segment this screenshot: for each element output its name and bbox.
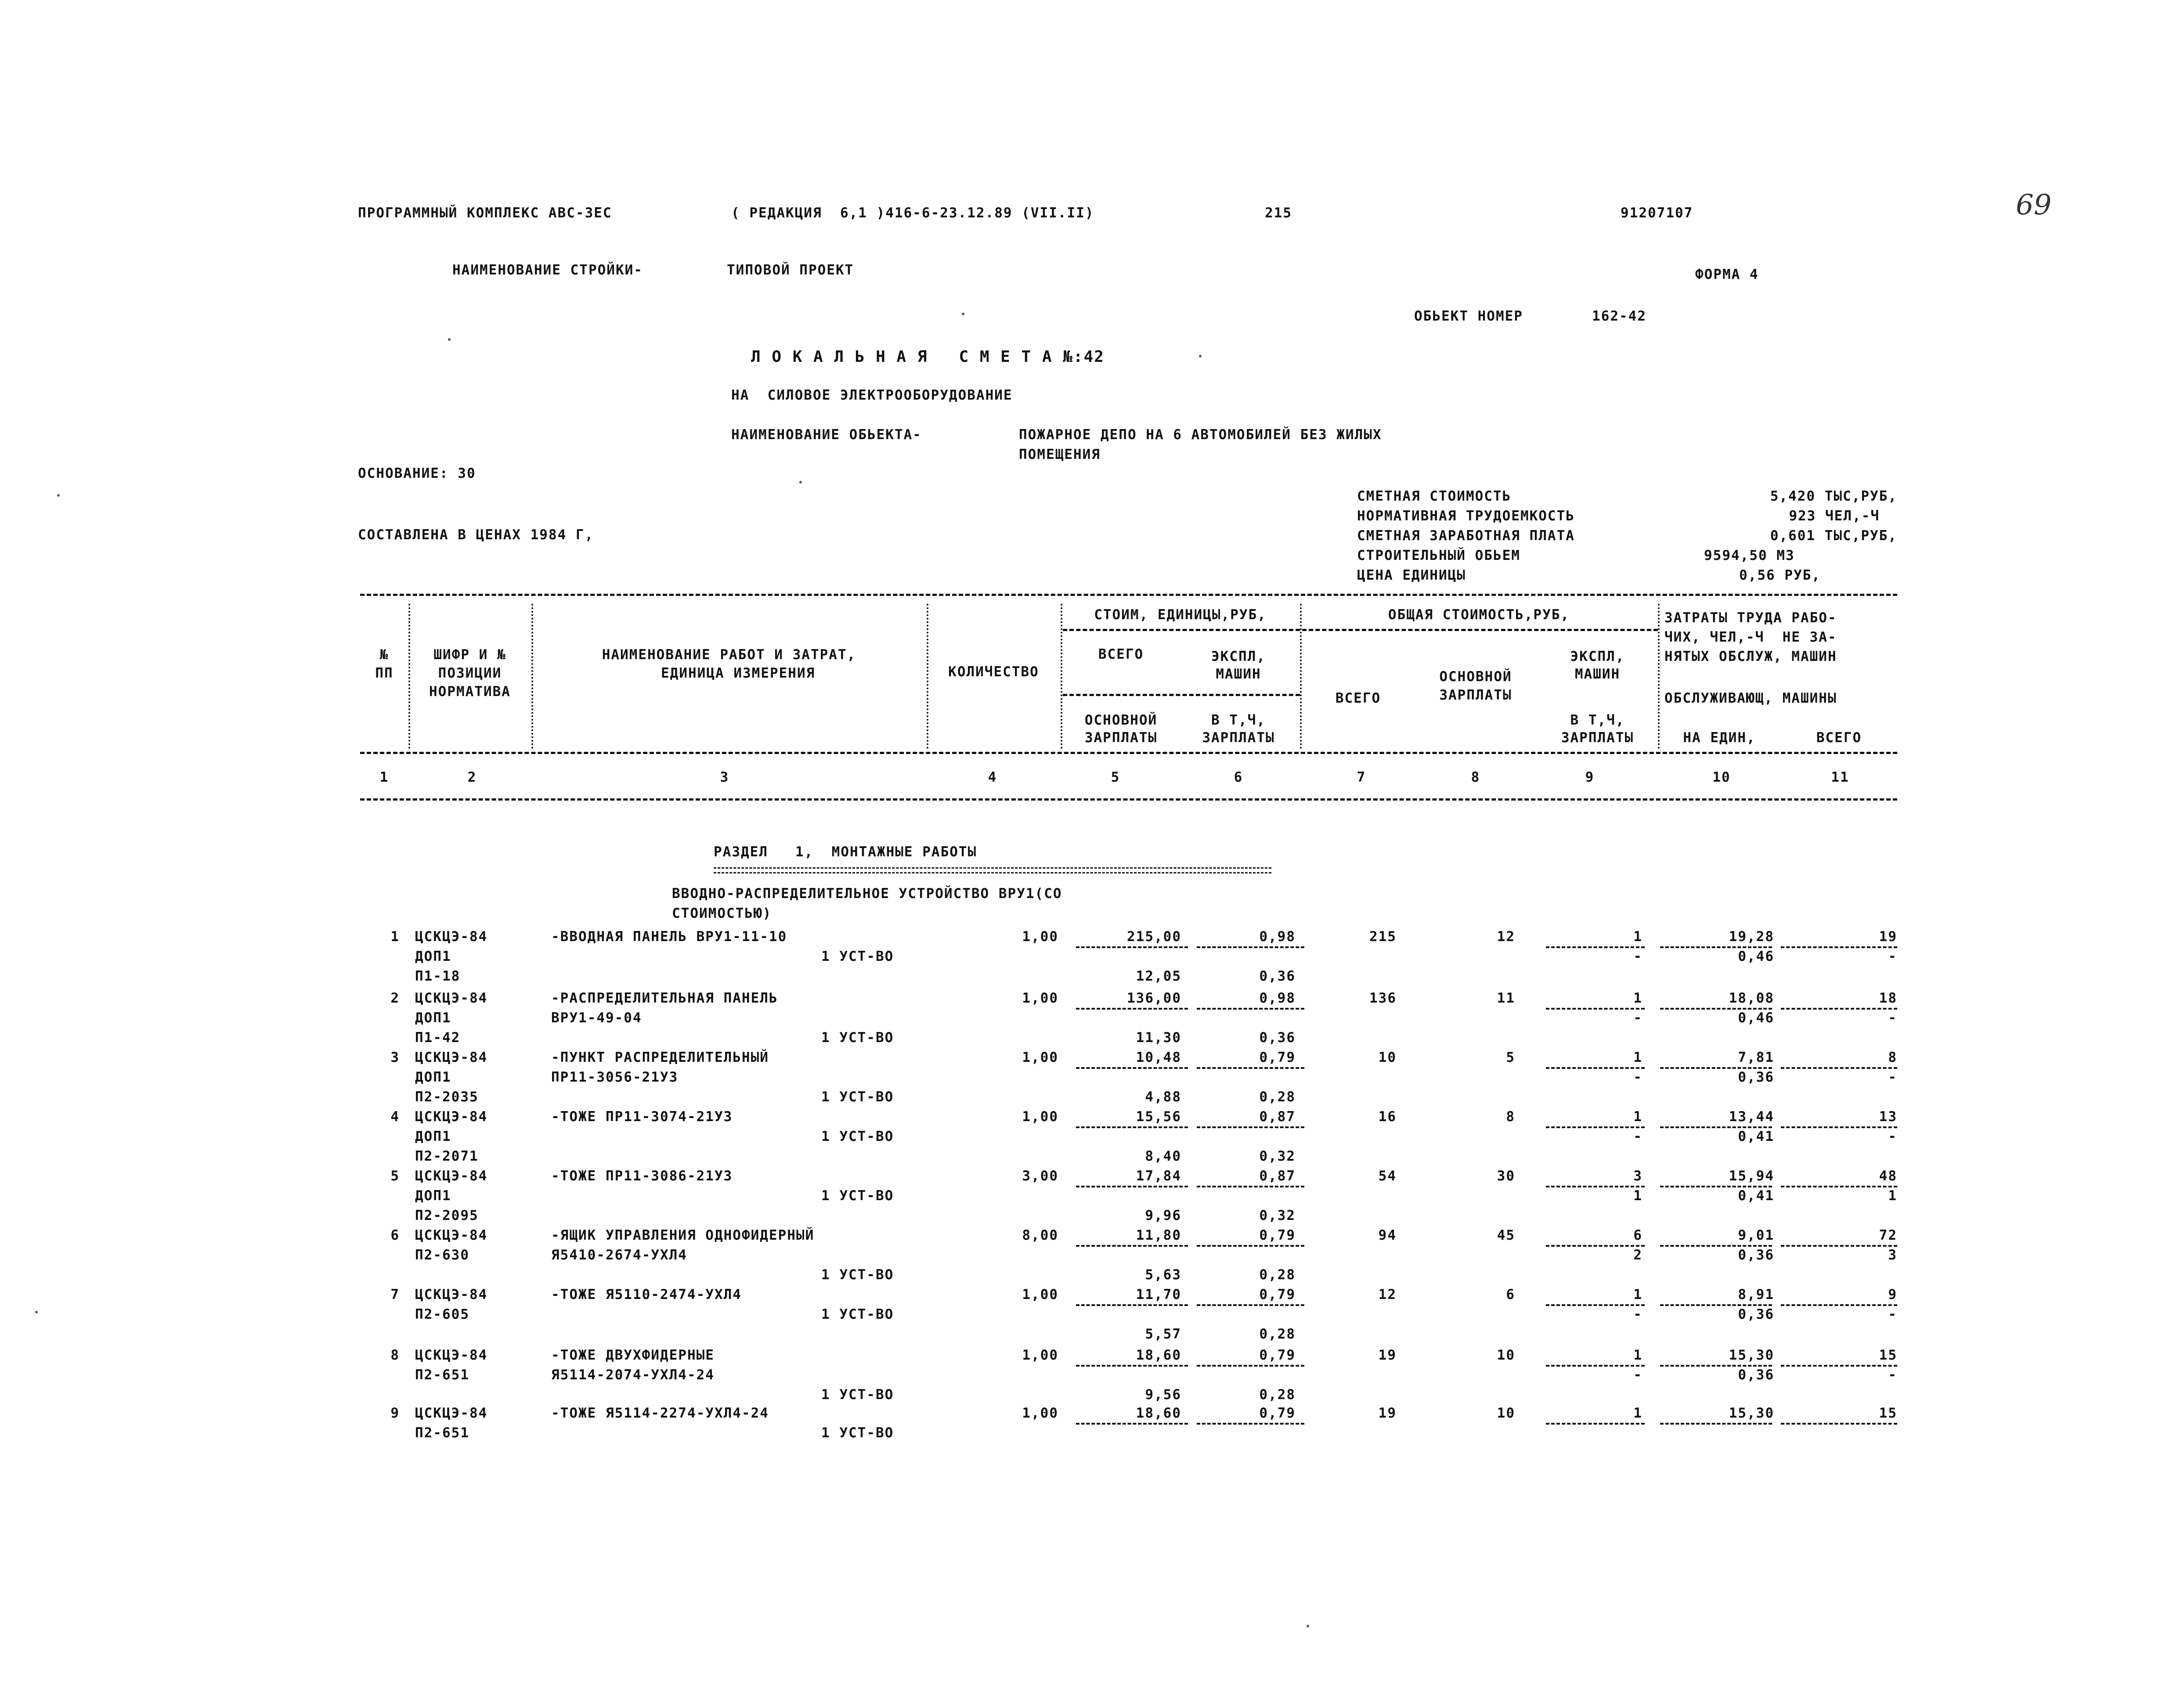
column-separator <box>1300 604 1302 749</box>
item-name: ВРУ1-49-04 <box>551 1010 642 1026</box>
item-code: П2-2035 <box>415 1089 479 1105</box>
table-row <box>0 1347 2184 1403</box>
labor-service-total: - <box>1888 1129 1897 1144</box>
total-machine: 1 <box>1633 1050 1643 1065</box>
unit-cost-total: 11,70 <box>1136 1287 1181 1303</box>
labor-total: 8 <box>1888 1050 1897 1065</box>
labor-per-unit: 7,81 <box>1738 1050 1774 1065</box>
object-name-label: НАИМЕНОВАНИЕ ОБЬЕКТА- <box>731 427 922 443</box>
item-code: П2-630 <box>415 1247 469 1263</box>
labor-service-total: - <box>1888 949 1897 964</box>
item-number: 6 <box>390 1227 400 1243</box>
group-title-line2: СТОИМОСТЬЮ) <box>672 906 772 921</box>
item-name: ПР11-3056-21У3 <box>551 1069 679 1085</box>
total-machine-wage: - <box>1633 1367 1643 1383</box>
item-quantity: 1,00 <box>1022 1347 1058 1363</box>
item-code: ЦСКЦЭ-84 <box>415 990 488 1006</box>
item-code: ЦСКЦЭ-84 <box>415 1168 488 1184</box>
column-number: 10 <box>1712 769 1731 785</box>
estimate-subtitle: НА СИЛОВОЕ ЭЛЕКТРООБОРУДОВАНИЕ <box>731 387 1013 403</box>
header-unit-incl-wage: В Т,Ч, ЗАРПЛАТЫ <box>1202 712 1275 746</box>
labor-total: 72 <box>1879 1227 1897 1243</box>
item-code: П1-42 <box>415 1030 461 1046</box>
separator-line <box>1660 1245 1772 1247</box>
unit-machine-wage: 0,36 <box>1259 1030 1296 1046</box>
unit-cost-total: 18,60 <box>1136 1347 1181 1363</box>
item-name: -РАСПРЕДЕЛИТЕЛЬНАЯ ПАНЕЛЬ <box>551 990 778 1006</box>
item-code: П2-2071 <box>415 1148 479 1164</box>
column-separator <box>1658 604 1660 749</box>
separator-line <box>1781 1245 1897 1247</box>
item-name: -ЯЩИК УПРАВЛЕНИЯ ОДНОФИДЕРНЫЙ <box>551 1227 815 1243</box>
summary-label: СМЕТНАЯ СТОИМОСТЬ <box>1357 488 1512 504</box>
labor-service-per-unit: 0,36 <box>1738 1247 1774 1263</box>
labor-total: 48 <box>1879 1168 1897 1184</box>
total-base-wage: 30 <box>1497 1168 1515 1184</box>
labor-per-unit: 15,30 <box>1729 1405 1774 1421</box>
total-machine: 1 <box>1633 1347 1643 1363</box>
separator-line <box>1546 1186 1645 1187</box>
total-machine: 1 <box>1633 1109 1643 1125</box>
unit-base-wage: 5,63 <box>1145 1267 1181 1283</box>
separator-line <box>1781 1008 1897 1010</box>
item-number: 7 <box>390 1287 400 1303</box>
item-number: 5 <box>390 1168 400 1184</box>
separator-line <box>1197 1423 1304 1425</box>
total-machine-wage: 2 <box>1633 1247 1643 1263</box>
construction-name-value: ТИПОВОЙ ПРОЕКТ <box>727 262 854 278</box>
column-number: 1 <box>379 769 389 785</box>
unit-base-wage: 4,88 <box>1145 1089 1181 1105</box>
item-quantity: 1,00 <box>1022 1050 1058 1065</box>
unit-machine-wage: 0,32 <box>1259 1148 1296 1164</box>
separator-line <box>1660 1067 1772 1069</box>
total-base-wage: 10 <box>1497 1405 1515 1421</box>
separator-line <box>1546 1067 1645 1069</box>
total-cost: 215 <box>1369 929 1397 945</box>
unit-cost-machine: 0,79 <box>1259 1050 1296 1065</box>
separator-line <box>1781 1186 1897 1187</box>
labor-service-total: 3 <box>1888 1247 1897 1263</box>
item-unit: 1 УСТ-ВО <box>821 1089 894 1105</box>
section-title: РАЗДЕЛ 1, МОНТАЖНЫЕ РАБОТЫ <box>714 844 977 860</box>
separator-line <box>1076 946 1188 948</box>
labor-total: 13 <box>1879 1109 1897 1125</box>
object-name-line1: ПОЖАРНОЕ ДЕПО НА 6 АВТОМОБИЛЕЙ БЕЗ ЖИЛЫХ <box>1019 427 1382 443</box>
column-number: 4 <box>988 769 997 785</box>
summary-label: СТРОИТЕЛЬНЫЙ ОБЬЕМ <box>1357 548 1520 563</box>
column-number: 5 <box>1111 769 1120 785</box>
item-code: ЦСКЦЭ-84 <box>415 929 488 945</box>
separator-line <box>1197 1365 1304 1367</box>
total-machine-wage: - <box>1633 1306 1643 1322</box>
unit-cost-total: 15,56 <box>1136 1109 1181 1125</box>
unit-cost-total: 17,84 <box>1136 1168 1181 1184</box>
total-cost: 19 <box>1378 1405 1397 1421</box>
total-machine-wage: 1 <box>1633 1188 1643 1204</box>
summary-value: 0,601 ТЫС,РУБ, <box>1770 528 1897 544</box>
separator-line <box>1076 1126 1188 1128</box>
object-number-label: ОБЬЕКТ НОМЕР <box>1414 308 1523 324</box>
unit-cost-machine: 0,98 <box>1259 990 1296 1006</box>
labor-total: 9 <box>1888 1287 1897 1303</box>
rule <box>1302 629 1658 631</box>
unit-machine-wage: 0,28 <box>1259 1326 1296 1342</box>
separator-line <box>1076 1245 1188 1247</box>
labor-per-unit: 13,44 <box>1729 1109 1774 1125</box>
header-unit-cost: СТОИМ, ЕДИНИЦЫ,РУБ, <box>1094 607 1267 623</box>
item-number: 9 <box>390 1405 400 1421</box>
column-number: 11 <box>1831 769 1849 785</box>
unit-machine-wage: 0,28 <box>1259 1089 1296 1105</box>
total-machine: 1 <box>1633 990 1643 1006</box>
item-quantity: 1,00 <box>1022 1405 1058 1421</box>
item-name: -ТОЖЕ ПР11-3086-21У3 <box>551 1168 733 1184</box>
unit-cost-machine: 0,87 <box>1259 1168 1296 1184</box>
column-separator <box>1061 604 1062 749</box>
header-unit-total: ВСЕГО <box>1098 646 1144 662</box>
table-row <box>0 990 2184 1046</box>
scan-speck <box>962 313 964 315</box>
rule <box>1063 629 1300 631</box>
item-quantity: 1,00 <box>1022 1109 1058 1125</box>
unit-machine-wage: 0,32 <box>1259 1208 1296 1223</box>
total-machine-wage: - <box>1633 1129 1643 1144</box>
total-cost: 12 <box>1378 1287 1397 1303</box>
item-unit: 1 УСТ-ВО <box>821 1188 894 1204</box>
separator-line <box>1197 1126 1304 1128</box>
handwritten-sheet-number: 69 <box>2016 189 2052 221</box>
edition-info: ( РЕДАКЦИЯ 6,1 )416-6-23.12.89 (VII.II) <box>731 205 1094 221</box>
header-work-name: НАИМЕНОВАНИЕ РАБОТ И ЗАТРАТ, ЕДИНИЦА ИЗМЕРЕНИЯ <box>602 647 856 681</box>
separator-line <box>1197 1186 1304 1187</box>
column-number: 8 <box>1471 769 1480 785</box>
item-unit: 1 УСТ-ВО <box>821 1387 894 1403</box>
separator-line <box>1076 1423 1188 1425</box>
separator-line <box>1076 1008 1188 1010</box>
labor-service-per-unit: 0,36 <box>1738 1306 1774 1322</box>
item-name: -ТОЖЕ ДВУХФИДЕРНЫЕ <box>551 1347 715 1363</box>
scan-speck <box>448 338 451 341</box>
item-unit: 1 УСТ-ВО <box>821 1267 894 1283</box>
item-code: ДОП1 <box>415 1069 451 1085</box>
separator-line <box>1546 1245 1645 1247</box>
rule <box>360 752 1897 754</box>
object-number-value: 162-42 <box>1592 308 1646 324</box>
separator-line <box>1197 1304 1304 1306</box>
item-unit: 1 УСТ-ВО <box>821 1306 894 1322</box>
group-title-line1: ВВОДНО-РАСПРЕДЕЛИТЕЛЬНОЕ УСТРОЙСТВО ВРУ1(СО <box>672 886 1062 902</box>
header-total-base-wage: ОСНОВНОЙ ЗАРПЛАТЫ <box>1439 669 1512 703</box>
unit-base-wage: 8,40 <box>1145 1148 1181 1164</box>
item-number: 1 <box>390 929 400 945</box>
separator-line <box>1660 1186 1772 1187</box>
separator-line <box>1197 1008 1304 1010</box>
scan-speck <box>57 494 60 497</box>
item-quantity: 1,00 <box>1022 1287 1058 1303</box>
separator-line <box>1781 1365 1897 1367</box>
unit-cost-machine: 0,79 <box>1259 1347 1296 1363</box>
page-number: 215 <box>1265 205 1292 221</box>
unit-base-wage: 5,57 <box>1145 1326 1181 1342</box>
item-code: П2-651 <box>415 1367 469 1383</box>
document-code: 91207107 <box>1621 205 1693 221</box>
separator-line <box>1546 1423 1645 1425</box>
labor-service-total: 1 <box>1888 1188 1897 1204</box>
item-code: ЦСКЦЭ-84 <box>415 1347 488 1363</box>
labor-total: 18 <box>1879 990 1897 1006</box>
labor-total: 15 <box>1879 1405 1897 1421</box>
total-base-wage: 5 <box>1506 1050 1515 1065</box>
separator-line <box>1197 946 1304 948</box>
labor-service-per-unit: 0,36 <box>1738 1069 1774 1085</box>
item-number: 4 <box>390 1109 400 1125</box>
separator-line <box>1076 1186 1188 1187</box>
item-code: ЦСКЦЭ-84 <box>415 1227 488 1243</box>
construction-name-label: НАИМЕНОВАНИЕ СТРОЙКИ- <box>452 262 643 278</box>
header-unit-expl: ЭКСПЛ, МАШИН <box>1211 649 1266 682</box>
total-cost: 94 <box>1378 1227 1397 1243</box>
item-code: П1-18 <box>415 968 461 984</box>
item-quantity: 3,00 <box>1022 1168 1058 1184</box>
separator-line <box>1197 1067 1304 1069</box>
header-num: № ПП <box>375 647 393 681</box>
item-code: П2-651 <box>415 1425 469 1441</box>
summary-label: ЦЕНА ЕДИНИЦЫ <box>1357 567 1466 583</box>
object-name-line2: ПОМЕЩЕНИЯ <box>1019 447 1101 462</box>
separator-line <box>1197 1245 1304 1247</box>
separator-line <box>1781 1126 1897 1128</box>
header-labor: ЗАТРАТЫ ТРУДА РАБО- ЧИХ, ЧЕЛ,-Ч НЕ ЗА- НЯТЫХ ОБСЛУЖ, МАШИН <box>1664 610 1837 664</box>
scan-speck <box>1199 355 1202 357</box>
item-name: -ВВОДНАЯ ПАНЕЛЬ ВРУ1-11-10 <box>551 929 787 945</box>
item-name: -ТОЖЕ Я5110-2474-УХЛ4 <box>551 1287 742 1303</box>
header-unit-base-wage: ОСНОВНОЙ ЗАРПЛАТЫ <box>1084 712 1158 746</box>
item-quantity: 8,00 <box>1022 1227 1058 1243</box>
item-code: ДОП1 <box>415 1010 451 1026</box>
header-quantity: КОЛИЧЕСТВО <box>948 664 1039 680</box>
labor-per-unit: 9,01 <box>1738 1227 1774 1243</box>
separator-line <box>1660 946 1772 948</box>
total-base-wage: 12 <box>1497 929 1515 945</box>
separator-line <box>1076 1304 1188 1306</box>
header-labor-total: ВСЕГО <box>1816 730 1862 746</box>
scan-speck <box>1307 1625 1309 1627</box>
item-unit: 1 УСТ-ВО <box>821 949 894 964</box>
item-name: -ТОЖЕ ПР11-3074-21У3 <box>551 1109 733 1125</box>
item-unit: 1 УСТ-ВО <box>821 1425 894 1441</box>
total-base-wage: 10 <box>1497 1347 1515 1363</box>
unit-cost-total: 10,48 <box>1136 1050 1181 1065</box>
total-cost: 10 <box>1378 1050 1397 1065</box>
summary-value: 9594,50 М3 <box>1704 548 1795 563</box>
separator-line <box>1660 1423 1772 1425</box>
unit-base-wage: 11,30 <box>1136 1030 1181 1046</box>
labor-service-per-unit: 0,46 <box>1738 1010 1774 1026</box>
header-labor-per-unit: НА ЕДИН, <box>1683 730 1756 746</box>
column-number: 2 <box>467 769 477 785</box>
total-cost: 19 <box>1378 1347 1397 1363</box>
separator-line <box>1546 1304 1645 1306</box>
separator-line <box>1546 1008 1645 1010</box>
total-base-wage: 45 <box>1497 1227 1515 1243</box>
estimate-title: Л О К А Л Ь Н А Я С М Е Т А №:42 <box>751 348 1105 366</box>
separator-line <box>1076 1365 1188 1367</box>
item-code: П2-605 <box>415 1306 469 1322</box>
labor-total: 15 <box>1879 1347 1897 1363</box>
header-total-expl: ЭКСПЛ, МАШИН <box>1570 649 1625 682</box>
total-machine: 1 <box>1633 1405 1643 1421</box>
summary-value: 5,420 ТЫС,РУБ, <box>1770 488 1897 504</box>
column-number: 9 <box>1585 769 1595 785</box>
separator-line <box>1660 1304 1772 1306</box>
unit-cost-machine: 0,79 <box>1259 1287 1296 1303</box>
header-labor-service: ОБСЛУЖИВАЮЩ, МАШИНЫ <box>1664 690 1837 706</box>
unit-machine-wage: 0,28 <box>1259 1267 1296 1283</box>
table-row <box>0 1287 2184 1342</box>
item-code: ДОП1 <box>415 1188 451 1204</box>
item-name: -ПУНКТ РАСПРЕДЕЛИТЕЛЬНЫЙ <box>551 1050 769 1065</box>
labor-per-unit: 8,91 <box>1738 1287 1774 1303</box>
summary-label: НОРМАТИВНАЯ ТРУДОЕМКОСТЬ <box>1357 508 1575 524</box>
labor-per-unit: 18,08 <box>1729 990 1774 1006</box>
item-number: 2 <box>390 990 400 1006</box>
total-machine: 1 <box>1633 1287 1643 1303</box>
item-name: -ТОЖЕ Я5114-2274-УХЛ4-24 <box>551 1405 769 1421</box>
labor-service-per-unit: 0,36 <box>1738 1367 1774 1383</box>
item-quantity: 1,00 <box>1022 990 1058 1006</box>
labor-per-unit: 15,94 <box>1729 1168 1774 1184</box>
total-base-wage: 8 <box>1506 1109 1515 1125</box>
unit-cost-machine: 0,87 <box>1259 1109 1296 1125</box>
rule <box>1063 694 1300 696</box>
item-code: П2-2095 <box>415 1208 479 1223</box>
labor-service-total: - <box>1888 1306 1897 1322</box>
labor-per-unit: 19,28 <box>1729 929 1774 945</box>
item-code: ДОП1 <box>415 1129 451 1144</box>
price-level-text: СОСТАВЛЕНА В ЦЕНАХ 1984 Г, <box>358 527 594 543</box>
header-code: ШИФР И № ПОЗИЦИИ НОРМАТИВА <box>429 647 511 700</box>
total-machine-wage: - <box>1633 949 1643 964</box>
unit-cost-machine: 0,79 <box>1259 1227 1296 1243</box>
separator-line <box>1660 1126 1772 1128</box>
header-total-incl-wage: В Т,Ч, ЗАРПЛАТЫ <box>1561 712 1634 746</box>
separator-line <box>1781 946 1897 948</box>
table-row <box>0 929 2184 984</box>
item-unit: 1 УСТ-ВО <box>821 1129 894 1144</box>
table-row <box>0 1109 2184 1164</box>
summary-label: СМЕТНАЯ ЗАРАБОТНАЯ ПЛАТА <box>1357 528 1575 544</box>
unit-cost-total: 136,00 <box>1127 990 1181 1006</box>
separator-line <box>1546 946 1645 948</box>
section-underline <box>714 867 1271 873</box>
total-cost: 136 <box>1369 990 1397 1006</box>
separator-line <box>1076 1067 1188 1069</box>
column-number: 3 <box>720 769 729 785</box>
table-row <box>0 1050 2184 1105</box>
total-machine: 6 <box>1633 1227 1643 1243</box>
unit-base-wage: 9,56 <box>1145 1387 1181 1403</box>
header-total-all: ВСЕГО <box>1335 690 1381 706</box>
item-number: 3 <box>390 1050 400 1065</box>
rule <box>360 594 1897 596</box>
scan-speck <box>35 1311 38 1313</box>
item-code: ЦСКЦЭ-84 <box>415 1287 488 1303</box>
unit-base-wage: 9,96 <box>1145 1208 1181 1223</box>
table-row <box>0 1168 2184 1223</box>
total-machine: 3 <box>1633 1168 1643 1184</box>
total-machine-wage: - <box>1633 1069 1643 1085</box>
total-base-wage: 11 <box>1497 990 1515 1006</box>
item-quantity: 1,00 <box>1022 929 1058 945</box>
total-machine: 1 <box>1633 929 1643 945</box>
unit-machine-wage: 0,36 <box>1259 968 1296 984</box>
labor-service-per-unit: 0,46 <box>1738 949 1774 964</box>
column-number: 7 <box>1357 769 1366 785</box>
total-base-wage: 6 <box>1506 1287 1515 1303</box>
separator-line <box>1660 1365 1772 1367</box>
separator-line <box>1781 1423 1897 1425</box>
item-code: ЦСКЦЭ-84 <box>415 1050 488 1065</box>
unit-machine-wage: 0,28 <box>1259 1387 1296 1403</box>
item-number: 8 <box>390 1347 400 1363</box>
total-cost: 54 <box>1378 1168 1397 1184</box>
item-code: ЦСКЦЭ-84 <box>415 1109 488 1125</box>
separator-line <box>1781 1304 1897 1306</box>
unit-base-wage: 12,05 <box>1136 968 1181 984</box>
rule <box>360 798 1897 801</box>
unit-cost-machine: 0,98 <box>1259 929 1296 945</box>
separator-line <box>1660 1008 1772 1010</box>
unit-cost-total: 215,00 <box>1127 929 1181 945</box>
labor-service-per-unit: 0,41 <box>1738 1129 1774 1144</box>
labor-service-total: - <box>1888 1069 1897 1085</box>
total-cost: 16 <box>1378 1109 1397 1125</box>
table-row <box>0 1405 2184 1441</box>
item-code: ДОП1 <box>415 949 451 964</box>
separator-line <box>1546 1365 1645 1367</box>
basis-text: ОСНОВАНИЕ: 30 <box>358 465 476 481</box>
separator-line <box>1781 1067 1897 1069</box>
summary-value: 0,56 РУБ, <box>1739 567 1821 583</box>
item-name: Я5410-2674-УХЛ4 <box>551 1247 687 1263</box>
unit-cost-total: 11,80 <box>1136 1227 1181 1243</box>
labor-per-unit: 15,30 <box>1729 1347 1774 1363</box>
table-row <box>0 1227 2184 1283</box>
item-unit: 1 УСТ-ВО <box>821 1030 894 1046</box>
unit-cost-machine: 0,79 <box>1259 1405 1296 1421</box>
form-label: ФОРМА 4 <box>1695 267 1759 282</box>
scan-speck <box>799 481 802 483</box>
labor-total: 19 <box>1879 929 1897 945</box>
labor-service-total: - <box>1888 1010 1897 1026</box>
column-number: 6 <box>1234 769 1243 785</box>
item-code: ЦСКЦЭ-84 <box>415 1405 488 1421</box>
header-total-cost: ОБЩАЯ СТОИМОСТЬ,РУБ, <box>1388 607 1570 623</box>
unit-cost-total: 18,60 <box>1136 1405 1181 1421</box>
item-name: Я5114-2074-УХЛ4-24 <box>551 1367 715 1383</box>
summary-value: 923 ЧЕЛ,-Ч <box>1789 508 1880 524</box>
total-machine-wage: - <box>1633 1010 1643 1026</box>
labor-service-per-unit: 0,41 <box>1738 1188 1774 1204</box>
separator-line <box>1546 1126 1645 1128</box>
labor-service-total: - <box>1888 1367 1897 1383</box>
software-name: ПРОГРАММНЫЙ КОМПЛЕКС АВС-3ЕС <box>358 205 612 221</box>
